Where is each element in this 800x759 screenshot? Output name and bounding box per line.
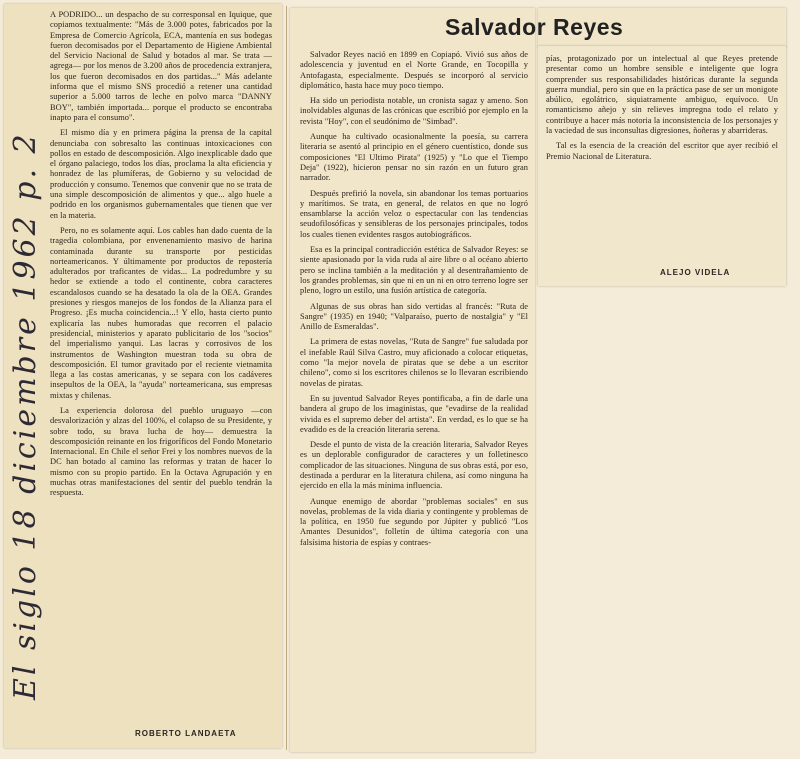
article-paragraph: Algunas de sus obras han sido vertidas al francés: "Ruta de Sangre" (1935) en 1940; "Valparaíso, puerto de nostalgia" y "El Anillo de Esmeraldas". bbox=[300, 301, 528, 332]
right-byline: ALEJO VIDELA bbox=[660, 268, 731, 277]
article-paragraph: Después prefirió la novela, sin abandonar los temas portuarios y marítimos. Se trata, en general, de relatos en que no logró ensamblarse la acción veloz o espectacular con las tendencias seudofilosóficas y sensibleras de los personajes principales, todos los cuales tienen evidentes rasgos autobiográficos. bbox=[300, 188, 528, 239]
left-paragraph: Pero, no es solamente aquí. Los cables han dado cuenta de la tragedia colombiana, por envenenamiento masivo de harina contaminada durante su transporte por pesticidas norteamericanos. Y últimamente por productos de repostería adulterados por traficantes de vidas... La podredumbre y su hedor se extiende a todo el continente, cobra caracteres escandalosos cuando se ha desatado la ola de la OEA. Grandes presiones y riesgos manejos de los fondos de la Alianza para el Progreso. ¡Es mucha coincidencia...! Y ello, hasta cierto punto explicaría las nubes humoradas que recorren el palacio presidencial, ministerios y aparato publicitario de los "socios" del imperialismo yanqui. Las lacras y corrosivos de los instrumentos de Washington muestran toda su obra de descomposición. El tumor gravitado por el reciente vietnamita llega a las costas americanas, y se separa con los cadáveres insepultos de la OEA, la "ayuda" norteamericana, sus empresas mixtas y chilenas. bbox=[50, 225, 272, 400]
article-headline: Salvador Reyes bbox=[445, 14, 624, 40]
column-divider bbox=[286, 6, 287, 750]
article-paragraph: Ha sido un periodista notable, un cronista sagaz y ameno. Son inolvidables algunas de las crónicas que escribió por ejemplo en la revista "Hoy", con el seudónimo de "Simbad". bbox=[300, 96, 528, 126]
right-column-text bbox=[546, 54, 778, 167]
left-paragraph: La experiencia dolorosa del pueblo uruguayo —con desvalorización y alzas del 100%, el colapso de su Presidente, y sobre todo, su brava lucha de hoy— demuestra la descomposición reinante en los frigoríficos del Fondo Monetario Internacional. En Chile el señor Frei y los nombres nuevos de la DC han botado al camino las reformas y tratan de hacer lo mismo con su propio partido. En la Octava Agrupación y en muchas otras manifestaciones del sentir del pueblo tendrán la respuesta. bbox=[50, 405, 272, 498]
article-paragraph: Aunque enemigo de abordar "problemas sociales" en sus novelas, problemas de la vida diaria y contingente y problemas de la política, en 1950 fue segundo por Júpiter y publicó "Los Amantes Desunidos", folletín de última categoría con una falsísima historia de espías y contraes- bbox=[300, 496, 528, 547]
article-paragraph: En su juventud Salvador Reyes pontificaba, a fin de darle una bandera al grupo de los imaginistas, que "evadirse de la realidad vivida es el supremo deber del artista". En verdad, es lo que se ha evadido es de la creación literaria serena. bbox=[300, 393, 528, 434]
left-paragraph: El mismo día y en primera página la prensa de la capital denunciaba con sobresalto las continuas intoxicaciones con pollos en estado de descomposición. Algo inexplicable dado que el órgano palaciego, todos los días, proclama la alta eficiencia y honradez de las plumíferas, de Gobierno y su velocidad de producción y consumo. Tenemos que convenir que no se trata de una simple descomposición de alimentos y que... algo huele a podrido en los organismos gubernamentales que tienen que ver en la materia. bbox=[50, 128, 272, 220]
article-paragraph: Desde el punto de vista de la creación literaria, Salvador Reyes es un deplorable configurador de caracteres y un folletinesco complicador de las situaciones. Ninguna de sus obras está, por eso, destinada a perdurar en la literatura chilena, así como ninguna ha ejercido en ella la más mínima influencia. bbox=[300, 440, 528, 491]
right-paragraph: pías, protagonizado por un intelectual al que Reyes pretende presentar como un hombre sensible e inteligente que logra comprender sus responsabilidades históricas durante la segunda guerra mundial, pero sin que en la práctica pase de ser un monigote abúlico, egolátrico, siquiatramente ambiguo, equívoco. Un romanticismo añejo y sin relieves impregna todo el relato y contribuye a hacer más notoria la inconsistencia de los personajes y la vaciedad de sus inconsultas digresiones, ñoñeras y abarrideras. bbox=[546, 54, 778, 136]
article-paragraph: La primera de estas novelas, "Ruta de Sangre" fue saludada por el inefable Raúl Silva Castro, muy aficionado a colocar etiquetas, como "la mejor novela de piratas que se debe a un escritor chileno", como si los escritores chilenos se lo llevaran escribiendo novelas de piratas. bbox=[300, 337, 528, 388]
article-paragraph: Esa es la principal contradicción estética de Salvador Reyes: se siente apasionado por la vida ruda al aire libre o al océano abierto pero se inclina también a la meditación y al desentrañamiento de los grandes problemas, sin que ni en un ni en otro terreno logre ser pleno, logro un estilo, una fusión artística de categoría. bbox=[300, 245, 528, 296]
article-paragraph: Aunque ha cultivado ocasionalmente la poesía, su carrera literaria se asentó al principio en el género cuentístico, donde sus composiciones "El Ultimo Pirata" (1925) y "Lo que el Tiempo Deja" (1922), hicieron pensar no sin razón en un futuro gran narrador. bbox=[300, 132, 528, 183]
left-paragraph: A PODRIDO... un despacho de su corresponsal en Iquique, que copiamos textualmente: "Más de 3.000 potes, fabricados por la Empresa de Comercio Agrícola, ECA, mantenía en sus bodegas fueron decomisados por el Departamento de Higiene Ambiental del Servicio Nacional de Salud y botados al mar. Se trata —agrega— por los menos de 3.200 años de procedencia extranjera, los que fueron decomisados en dos partidas..." Más adelante informa que el mismo SNS procedió a retener una cantidad superior a 5.000 tarros de leche en polvo marca "DANNY BOY", también importada... porque el producto se encontraba inapto para el consumo". bbox=[50, 10, 272, 122]
left-byline: ROBERTO LANDAETA bbox=[135, 729, 237, 738]
handwritten-date-note: El siglo 18 diciembre 1962 p. 2 bbox=[8, 131, 43, 700]
right-paragraph: Tal es la esencia de la creación del escritor que ayer recibió el Premio Nacional de Literatura. bbox=[546, 141, 778, 161]
article-body bbox=[300, 50, 528, 553]
article-paragraph: Salvador Reyes nació en 1899 en Copiapó. Vivió sus años de adolescencia y juventud en el Norte Grande, en Tocopilla y Antofagasta, especialmente. Después se incorporó al servicio diplomático, hasta hace muy poco tiempo. bbox=[300, 50, 528, 90]
left-column-text bbox=[50, 10, 272, 504]
